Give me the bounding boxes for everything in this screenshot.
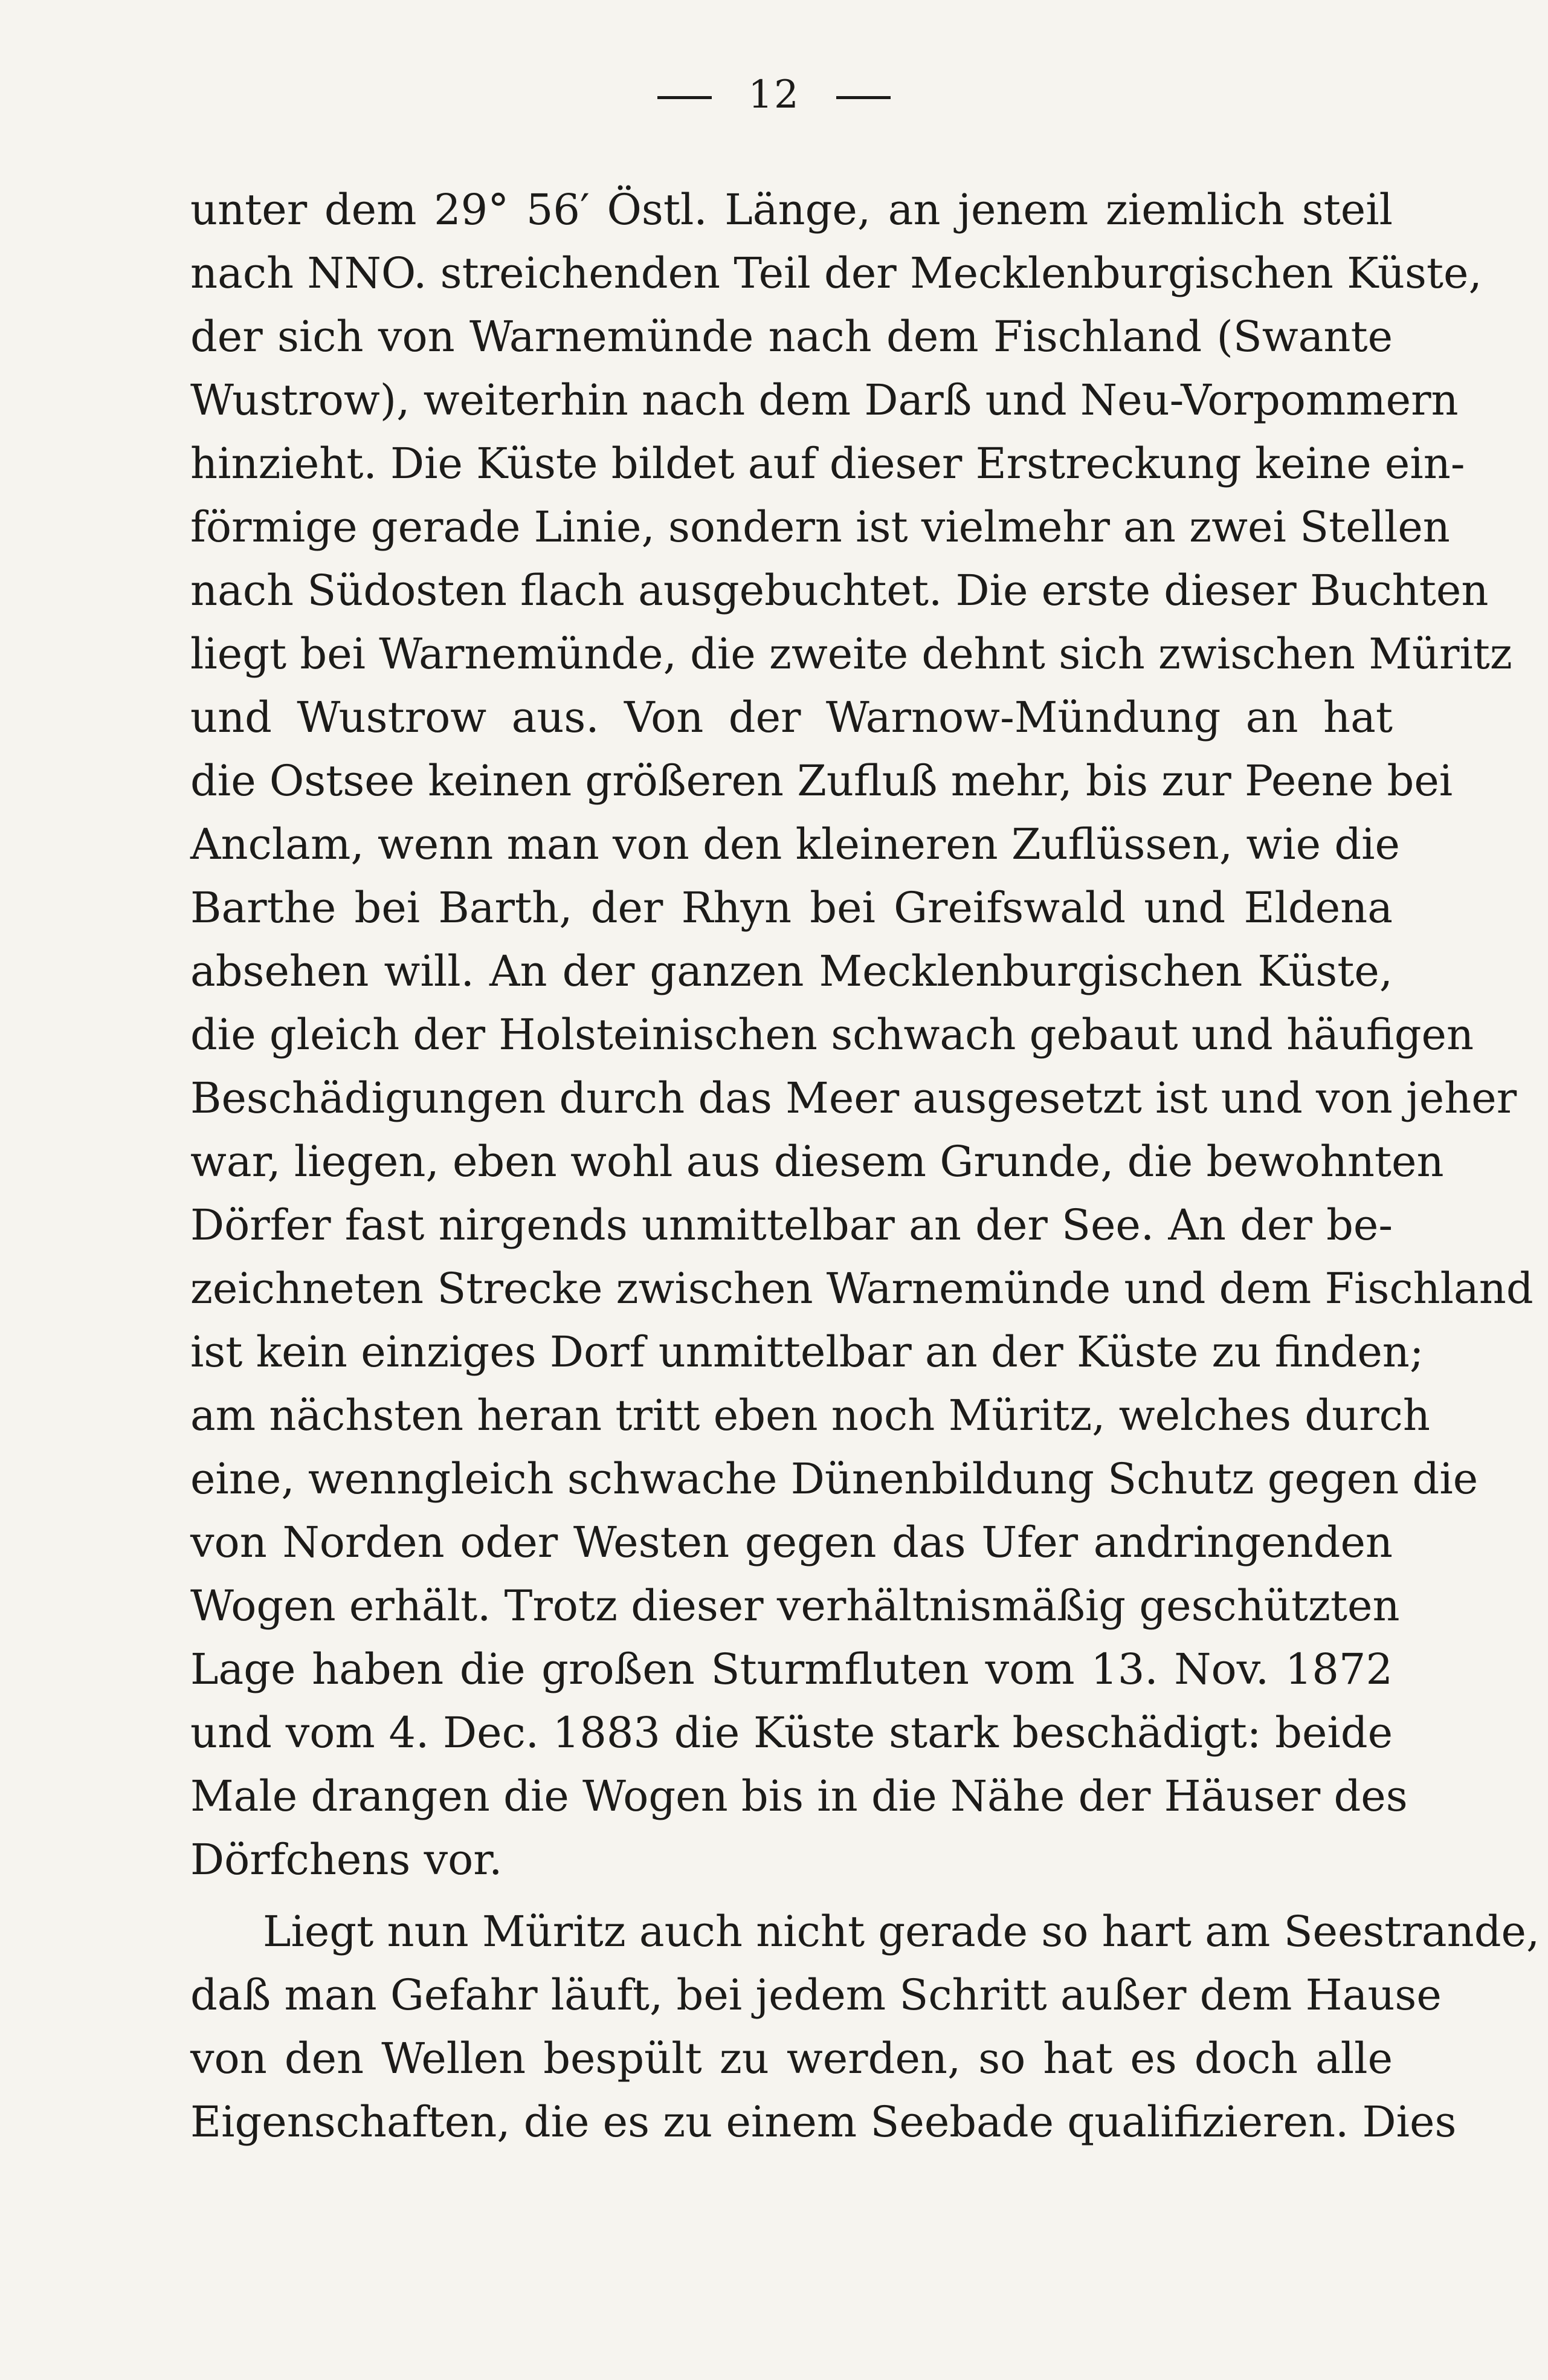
text-line: Male drangen die Wogen bis in die Nähe der Häuser des [190, 1771, 1408, 1821]
text-line: Dörfchens vor. [190, 1835, 503, 1884]
text-line: absehen will. An der ganzen Mecklenburgischen Küste, [190, 946, 1393, 996]
text-line: Wogen erhält. Trotz dieser verhältnismäßig geschützten [190, 1581, 1400, 1631]
page-number [0, 73, 1548, 117]
text-line: Lage haben die großen Sturmfluten vom 13. Nov. 1872 [190, 1644, 1393, 1694]
text-line: und Wustrow aus. Von der Warnow-Mündung an hat [190, 693, 1393, 742]
text-line: ist kein einziges Dorf unmittelbar an der Küste zu finden; [190, 1327, 1424, 1377]
text-line: von Norden oder Westen gegen das Ufer andringenden [190, 1518, 1393, 1567]
text-line: am nächsten heran tritt eben noch Müritz, welches durch [190, 1391, 1430, 1440]
text-line: von den Wellen bespült zu werden, so hat es doch alle [190, 2034, 1393, 2083]
paragraph-2 [190, 1900, 1540, 2154]
text-line: förmige gerade Linie, sondern ist vielmehr an zwei Stellen [190, 502, 1450, 552]
text-line: Liegt nun Müritz auch nicht gerade so hart am Seestrande, [263, 1907, 1540, 1956]
left-dash [657, 96, 712, 99]
text-line: nach NNO. streichenden Teil der Mecklenburgischen Küste, [190, 248, 1482, 298]
text-line: die gleich der Holsteinischen schwach gebaut und häufigen [190, 1010, 1474, 1059]
text-line: war, liegen, eben wohl aus diesem Grunde, die bewohnten [190, 1137, 1444, 1186]
text-line: und vom 4. Dec. 1883 die Küste stark beschädigt: beide [190, 1708, 1393, 1758]
text-line: der sich von Warnemünde nach dem Fischland (Swante [190, 312, 1393, 361]
text-line: liegt bei Warnemünde, die zweite dehnt sich zwischen Müritz [190, 629, 1512, 679]
text-line: hinzieht. Die Küste bildet auf dieser Erstreckung keine ein- [190, 439, 1465, 488]
text-line: zeichneten Strecke zwischen Warnemünde und dem Fischland [190, 1264, 1533, 1313]
right-dash [836, 96, 891, 99]
text-line: daß man Gefahr läuft, bei jedem Schritt außer dem Hause [190, 1970, 1442, 2020]
text-line: die Ostsee keinen größeren Zufluß mehr, bis zur Peene bei [190, 756, 1453, 806]
text-line: Eigenschaften, die es zu einem Seebade qualifizieren. Dies [190, 2097, 1457, 2147]
body-text [190, 178, 1540, 2154]
text-line: Beschädigungen durch das Meer ausgesetzt ist und von jeher [190, 1073, 1517, 1123]
text-line: Wustrow), weiterhin nach dem Darß und Neu-Vorpommern [190, 375, 1459, 425]
page-number-text: 12 [748, 73, 800, 117]
text-line: Dörfer fast nirgends unmittelbar an der See. An der be- [190, 1200, 1393, 1250]
paragraph-gap [190, 1892, 1393, 1900]
paragraph-1 [190, 178, 1533, 1892]
text-line: nach Südosten flach ausgebuchtet. Die erste dieser Buchten [190, 566, 1489, 615]
text-line: Barthe bei Barth, der Rhyn bei Greifswald und Eldena [190, 883, 1393, 933]
text-line: Anclam, wenn man von den kleineren Zuflüssen, wie die [190, 820, 1400, 869]
text-line: eine, wenngleich schwache Dünenbildung Schutz gegen die [190, 1454, 1479, 1504]
text-line: unter dem 29° 56′ Östl. Länge, an jenem ziemlich steil [190, 185, 1393, 234]
